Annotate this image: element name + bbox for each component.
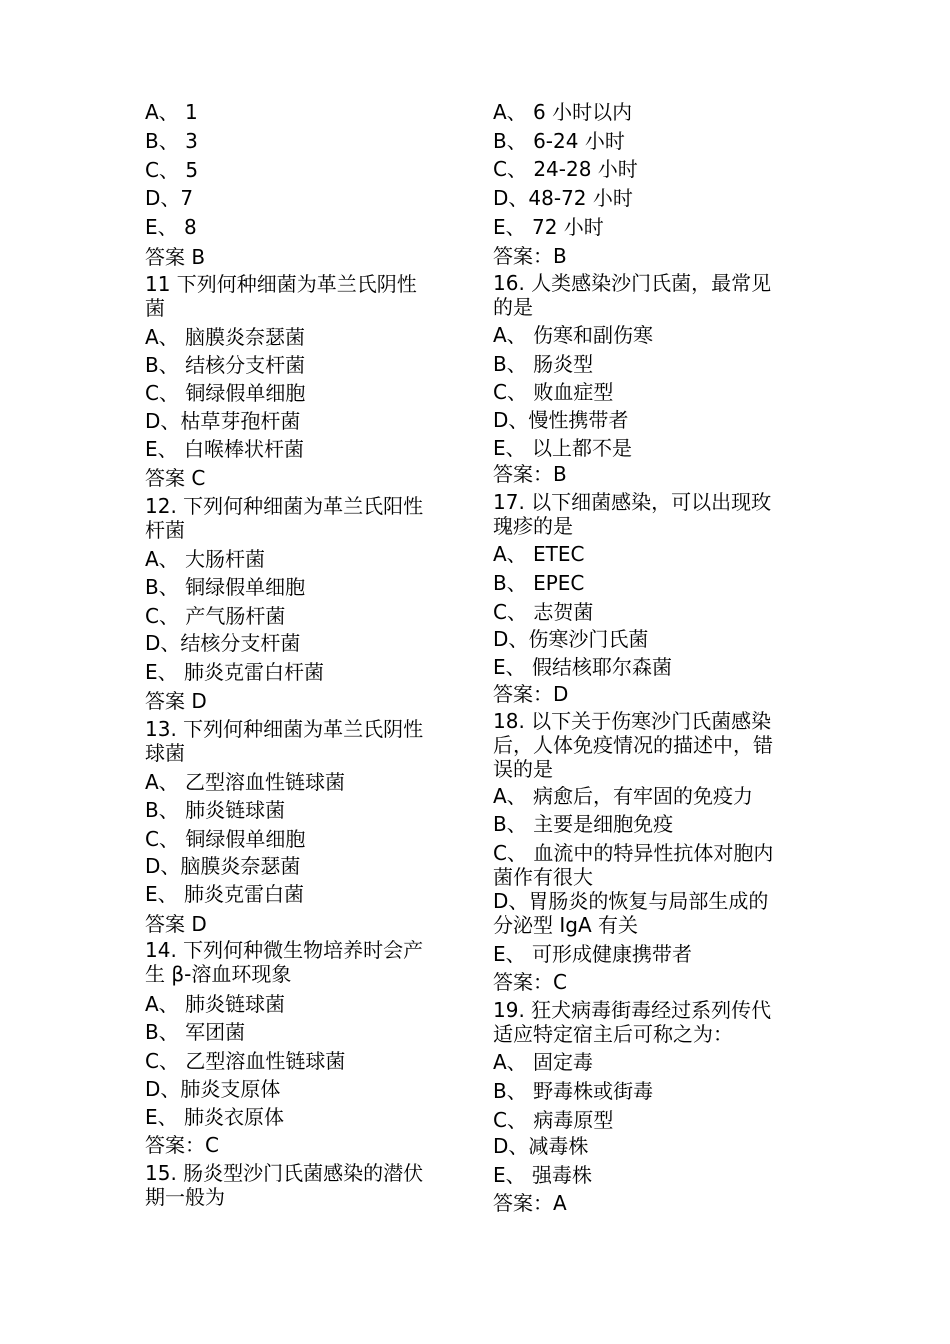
text-line: E、 肺炎克雷白杆菌: [145, 660, 324, 684]
text-line: B、 肺炎链球菌: [145, 798, 286, 822]
text-line: D、伤寒沙门氏菌: [493, 627, 649, 651]
text-line: 18. 以下关于伤寒沙门氏菌感染: [493, 709, 772, 733]
text-line: A、 大肠杆菌: [145, 547, 266, 571]
text-line: A、 固定毒: [493, 1050, 594, 1074]
text-line: D、肺炎支原体: [145, 1077, 281, 1101]
text-line: 答案：D: [493, 682, 569, 706]
text-line: 误的是: [493, 757, 553, 781]
text-line: 生 β-溶血环现象: [145, 962, 292, 986]
text-line: D、减毒株: [493, 1134, 589, 1158]
text-line: E、 肺炎衣原体: [145, 1105, 284, 1129]
text-line: C、 病毒原型: [493, 1108, 614, 1132]
text-line: C、 志贺菌: [493, 600, 594, 624]
text-line: E、 白喉棒状杆菌: [145, 437, 304, 461]
text-line: 16. 人类感染沙门氏菌，最常见: [493, 271, 772, 295]
text-line: D、胃肠炎的恢复与局部生成的: [493, 889, 769, 913]
text-line: 答案：C: [493, 970, 567, 994]
text-line: 12. 下列何种细菌为革兰氏阳性: [145, 494, 424, 518]
text-line: E、 假结核耶尔森菌: [493, 655, 672, 679]
text-line: 答案 D: [145, 912, 207, 936]
text-line: C、 24-28 小时: [493, 157, 638, 181]
text-line: A、 6 小时以内: [493, 100, 633, 124]
text-line: 答案：A: [493, 1191, 567, 1215]
text-line: E、 肺炎克雷白菌: [145, 882, 304, 906]
text-line: 适应特定宿主后可称之为：: [493, 1022, 733, 1046]
text-line: A、 ETEC: [493, 542, 585, 566]
text-line: 球菌: [145, 741, 185, 765]
text-line: 13. 下列何种细菌为革兰氏阴性: [145, 717, 424, 741]
text-line: B、 野毒株或街毒: [493, 1079, 654, 1103]
text-line: D、结核分支杆菌: [145, 631, 301, 655]
text-line: 答案：B: [493, 244, 567, 268]
text-line: 杆菌: [145, 518, 185, 542]
text-line: 瑰疹的是: [493, 514, 573, 538]
text-line: 期一般为: [145, 1185, 225, 1209]
text-line: C、 产气肠杆菌: [145, 604, 286, 628]
text-line: B、 铜绿假单细胞: [145, 575, 306, 599]
text-line: 分泌型 IgA 有关: [493, 913, 638, 937]
text-line: C、 败血症型: [493, 380, 614, 404]
text-line: 的是: [493, 295, 533, 319]
text-line: B、 肠炎型: [493, 352, 594, 376]
text-line: C、 血流中的特异性抗体对胞内: [493, 841, 774, 865]
text-line: 11 下列何种细菌为革兰氏阴性: [145, 272, 417, 296]
text-line: A、 肺炎链球菌: [145, 992, 286, 1016]
text-line: D、慢性携带者: [493, 408, 629, 432]
text-line: B、 6-24 小时: [493, 129, 625, 153]
text-line: E、 可形成健康携带者: [493, 942, 692, 966]
text-line: 15. 肠炎型沙门氏菌感染的潜伏: [145, 1161, 424, 1185]
text-line: 答案：C: [145, 1133, 219, 1157]
text-line: D、枯草芽孢杆菌: [145, 409, 301, 433]
text-line: 14. 下列何种微生物培养时会产: [145, 938, 424, 962]
text-line: D、7: [145, 186, 194, 210]
text-line: C、 铜绿假单细胞: [145, 827, 306, 851]
text-line: B、 主要是细胞免疫: [493, 812, 674, 836]
text-line: E、 72 小时: [493, 215, 604, 239]
text-line: 答案：B: [493, 462, 567, 486]
text-line: A、 1: [145, 100, 198, 124]
text-line: A、 脑膜炎奈瑟菌: [145, 325, 306, 349]
text-line: A、 伤寒和副伤寒: [493, 323, 654, 347]
text-line: E、 以上都不是: [493, 436, 632, 460]
text-line: A、 乙型溶血性链球菌: [145, 770, 346, 794]
text-line: B、 结核分支杆菌: [145, 353, 306, 377]
text-line: B、 军团菌: [145, 1020, 246, 1044]
text-line: 答案 B: [145, 245, 206, 269]
text-line: 19. 狂犬病毒街毒经过系列传代: [493, 998, 772, 1022]
text-line: 答案 C: [145, 466, 206, 490]
text-line: B、 3: [145, 129, 198, 153]
text-line: 17. 以下细菌感染，可以出现玫: [493, 490, 772, 514]
text-line: 答案 D: [145, 689, 207, 713]
text-line: C、 铜绿假单细胞: [145, 381, 306, 405]
text-line: C、 5: [145, 158, 199, 182]
text-line: 菌作有很大: [493, 865, 593, 889]
text-line: 菌: [145, 296, 165, 320]
text-line: D、48-72 小时: [493, 186, 633, 210]
text-line: A、 病愈后，有牢固的免疫力: [493, 784, 754, 808]
text-line: 后，人体免疫情况的描述中，错: [493, 733, 773, 757]
text-line: E、 8: [145, 215, 197, 239]
text-line: C、 乙型溶血性链球菌: [145, 1049, 346, 1073]
text-line: B、 EPEC: [493, 571, 585, 595]
text-line: E、 强毒株: [493, 1163, 592, 1187]
text-line: D、脑膜炎奈瑟菌: [145, 854, 301, 878]
